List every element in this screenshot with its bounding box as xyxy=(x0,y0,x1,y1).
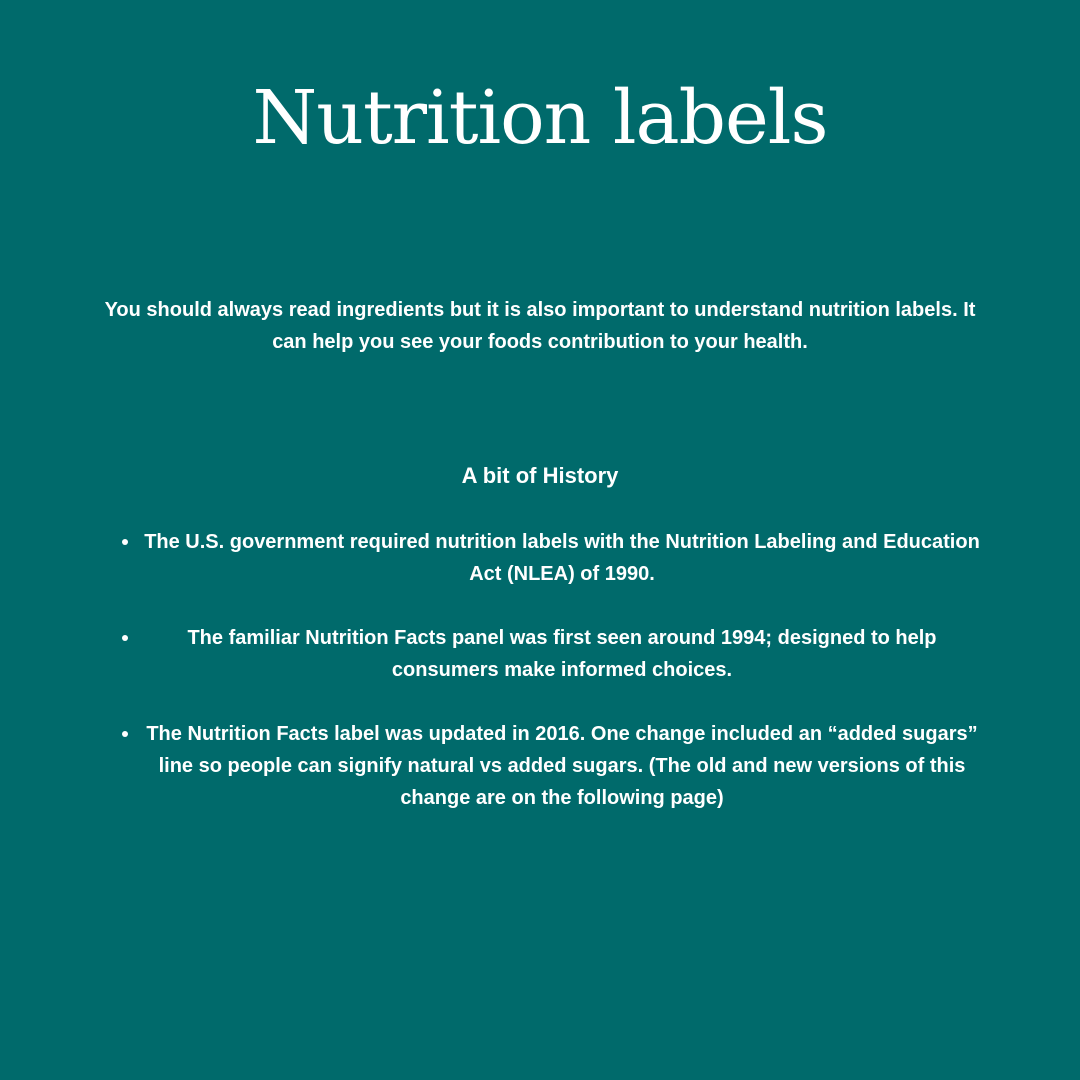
history-item-text: The Nutrition Facts label was updated in 2016. One change included an “added sugars” line so people can signify natural vs added sugars. (The old and new versions of this change are on the following page) xyxy=(146,723,978,809)
bullet-icon xyxy=(120,526,130,558)
history-item-text: The U.S. government required nutrition labels with the Nutrition Labeling and Education Act (NLEA) of 1990. xyxy=(144,531,980,585)
history-item-text: The familiar Nutrition Facts panel was first seen around 1994; designed to help consumers make informed choices. xyxy=(187,627,937,681)
section-heading: A bit of History xyxy=(461,463,619,488)
bullet-icon xyxy=(120,622,130,654)
history-list xyxy=(120,526,980,846)
intro-paragraph: You should always read ingredients but it is also important to understand nutrition labels. It can help you see your foods contribution to your health. xyxy=(104,299,976,353)
page-title: Nutrition labels xyxy=(252,75,828,161)
list-item xyxy=(120,718,980,814)
bullet-icon xyxy=(120,718,130,750)
list-item xyxy=(120,526,980,590)
list-item xyxy=(120,622,980,686)
